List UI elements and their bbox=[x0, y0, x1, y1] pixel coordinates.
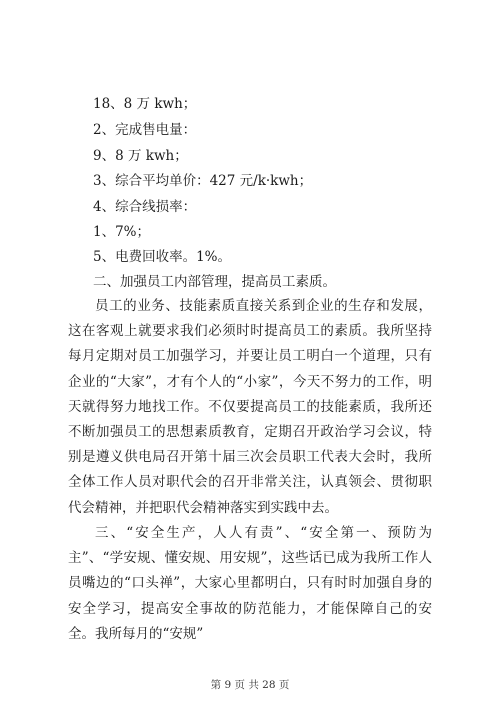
page-footer: 第 9 页 共 28 页 bbox=[210, 679, 290, 691]
body-paragraph-1 bbox=[68, 294, 432, 521]
text-line-1: 18、8 万 kwh； bbox=[93, 96, 197, 112]
body-paragraph-2 bbox=[68, 521, 432, 647]
paragraph-2-text: 三、“安全生产，人人有责”、“安全第一、预防为主”、“学安规、懂安规、用安规”，这些话已成为我所工作人员嘴边的“口头禅”，大家心里都明白，只有时时加强自身的安全学习，提高安全事故的防范能力，才能保障自己的安全。我所每月的“安规” bbox=[68, 525, 432, 642]
text-line-5: 4、综合线损率： bbox=[93, 199, 197, 215]
text-line-4: 3、综合平均单价：427 元/k·kwh； bbox=[93, 173, 313, 189]
text-line-3: 9、8 万 kwh； bbox=[93, 148, 188, 164]
section-heading-2: 二、加强员工内部管理，提高员工素质。 bbox=[93, 274, 336, 290]
text-line-2: 2、完成售电量： bbox=[93, 122, 197, 138]
text-line-6: 1、7%； bbox=[93, 224, 151, 240]
paragraph-1-text: 员工的业务、技能素质直接关系到企业的生存和发展，这在客观上就要求我们必须时时提高员工的素质。我所坚持每月定期对员工加强学习，并要让员工明白一个道理，只有企业的“大家”，才有个人的“小家”，今天不努力的工作，明天就得努力地找工作。不仅要提高员工的技能素质，我所还不断加强员工的思想素质教育，定期召开政治学习会议，特别是遵义供电局召开第十届三次会员职工代表大会时，我所全体工作人员对职代会的召开非常关注，认真领会、贯彻职代会精神，并把职代会精神落实到实践中去。 bbox=[68, 298, 432, 516]
text-line-7: 5、电费回收率。1%。 bbox=[93, 249, 232, 265]
